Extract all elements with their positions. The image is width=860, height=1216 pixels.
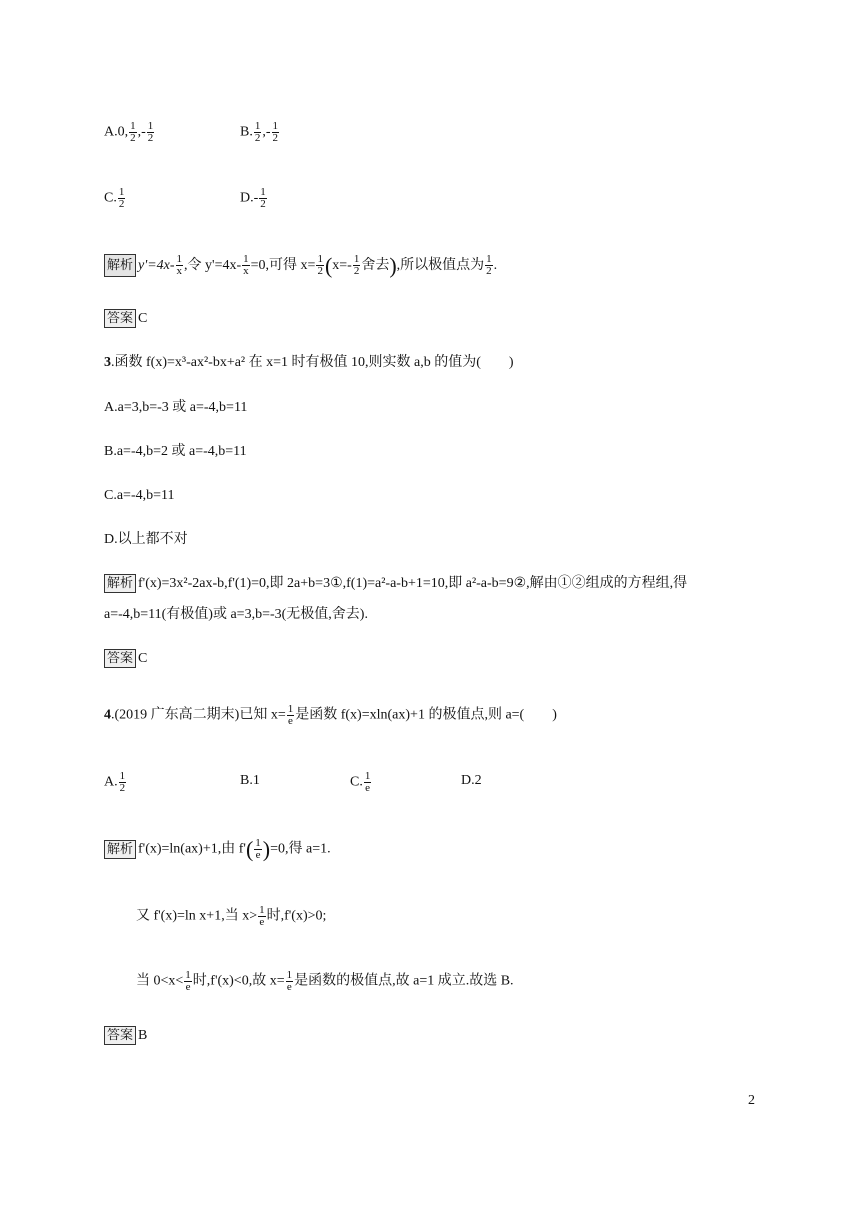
denominator: x bbox=[243, 265, 249, 278]
analysis-text: y'=4x- bbox=[138, 258, 175, 273]
q2-option-d bbox=[240, 187, 268, 210]
option-label: C. bbox=[104, 190, 117, 206]
denominator: e bbox=[286, 981, 292, 993]
analysis-text: f'(x)=ln(ax)+1,由 f' bbox=[138, 841, 246, 857]
analysis-tag: 解析 bbox=[104, 574, 136, 593]
fraction bbox=[272, 121, 280, 144]
denominator: e bbox=[288, 715, 293, 727]
numerator: 1 bbox=[317, 253, 323, 266]
q4-answer bbox=[104, 1026, 147, 1046]
q3-analysis-line2: a=-4,b=11(有极值)或 a=3,b=-3(无极值,舍去). bbox=[104, 607, 368, 622]
analysis-text: =0,得 a=1. bbox=[270, 841, 331, 857]
q4-analysis-line1 bbox=[104, 838, 331, 861]
numerator: 1 bbox=[486, 253, 492, 266]
option-label: C. bbox=[350, 774, 363, 790]
fraction bbox=[118, 187, 126, 210]
denominator: e bbox=[259, 916, 265, 928]
denominator: 2 bbox=[317, 265, 323, 278]
fraction bbox=[184, 970, 192, 993]
numerator: 1 bbox=[272, 120, 279, 132]
numerator: 1 bbox=[260, 186, 266, 198]
question-text: .(2019 广东高二期末)已知 x= bbox=[111, 707, 286, 723]
q4-option-b bbox=[240, 771, 260, 791]
numerator: 1 bbox=[287, 703, 294, 715]
fraction bbox=[353, 254, 361, 277]
left-paren: ( bbox=[245, 836, 254, 862]
option-label: D.- bbox=[240, 190, 259, 206]
right-paren: ) bbox=[262, 836, 271, 862]
fraction bbox=[485, 254, 493, 277]
option-label: A. bbox=[104, 774, 118, 790]
denominator: 2 bbox=[118, 198, 125, 210]
q3-analysis-line1 bbox=[104, 574, 687, 594]
fraction bbox=[129, 121, 137, 144]
numerator: 1 bbox=[286, 969, 293, 981]
denominator: e bbox=[365, 782, 371, 794]
denominator: 2 bbox=[486, 265, 492, 278]
separator: ,- bbox=[137, 124, 146, 140]
q4-stem bbox=[104, 704, 557, 727]
numerator: 1 bbox=[176, 253, 183, 266]
analysis-text: x=- bbox=[332, 258, 352, 273]
answer-value: B bbox=[138, 1028, 148, 1043]
fraction bbox=[287, 704, 295, 727]
analysis-text: =0,可得 x= bbox=[250, 258, 316, 273]
numerator: 1 bbox=[255, 837, 261, 849]
numerator: 1 bbox=[254, 120, 261, 132]
analysis-text: 舍去 bbox=[361, 258, 390, 273]
denominator: e bbox=[185, 981, 191, 993]
q4-option-a bbox=[104, 771, 127, 794]
denominator: x bbox=[176, 265, 183, 278]
numerator: 1 bbox=[130, 120, 136, 132]
option-label: A.0, bbox=[104, 124, 129, 140]
left-paren: ( bbox=[324, 252, 333, 278]
denominator: 2 bbox=[147, 132, 154, 144]
answer-tag: 答案 bbox=[104, 649, 136, 668]
denominator: 2 bbox=[272, 132, 279, 144]
q3-option-b: B.a=-4,b=2 或 a=-4,b=11 bbox=[104, 444, 247, 459]
fraction bbox=[119, 771, 127, 794]
q3-option-d: D.以上都不对 bbox=[104, 532, 188, 547]
q4-option-d bbox=[461, 771, 482, 791]
answer-value: C bbox=[138, 651, 148, 666]
analysis-tag: 解析 bbox=[104, 840, 136, 859]
q4-analysis-line3 bbox=[136, 970, 514, 993]
q2-option-b bbox=[240, 121, 280, 144]
analysis-text: 又 f'(x)=ln x+1,当 x> bbox=[136, 908, 258, 924]
fraction bbox=[259, 187, 267, 210]
q3-option-c: C.a=-4,b=11 bbox=[104, 488, 175, 503]
analysis-text: ,所以极值点为 bbox=[396, 258, 485, 273]
analysis-text: . bbox=[493, 258, 498, 273]
analysis-text: 是函数的极值点,故 a=1 成立.故选 B. bbox=[294, 973, 514, 989]
q3-answer bbox=[104, 649, 147, 669]
q4-analysis-line2 bbox=[136, 905, 326, 928]
analysis-text: 时,f'(x)>0; bbox=[266, 908, 327, 924]
question-number: 3 bbox=[104, 355, 111, 370]
q2-answer bbox=[104, 309, 147, 329]
fraction bbox=[286, 970, 294, 993]
fraction bbox=[258, 905, 266, 928]
question-number: 4 bbox=[104, 707, 111, 723]
right-paren: ) bbox=[389, 252, 397, 278]
numerator: 1 bbox=[243, 253, 249, 266]
numerator: 1 bbox=[185, 969, 191, 981]
analysis-text: 时,f'(x)<0,故 x= bbox=[192, 973, 285, 989]
analysis-tag: 解析 bbox=[104, 254, 136, 277]
question-text: .函数 f(x)=x³-ax²-bx+a² 在 x=1 时有极值 10,则实数 a,b 的值为( ) bbox=[111, 355, 514, 370]
analysis-text: f'(x)=3x²-2ax-b,f'(1)=0,即 2a+b=3①,f(1)=a²-a-b+1=10,即 a²-a-b=9②,解由①②组成的方程组,得 bbox=[138, 576, 688, 591]
fraction bbox=[254, 838, 262, 861]
q3-stem bbox=[104, 353, 514, 373]
analysis-text: ,令 y'=4x- bbox=[184, 258, 242, 273]
option-label: D.2 bbox=[461, 773, 482, 788]
fraction bbox=[242, 254, 250, 277]
analysis-text: 当 0<x< bbox=[136, 973, 184, 989]
numerator: 1 bbox=[147, 120, 154, 132]
fraction bbox=[364, 771, 372, 794]
denominator: 2 bbox=[119, 782, 126, 794]
numerator: 1 bbox=[118, 186, 125, 198]
denominator: e bbox=[255, 849, 261, 861]
q4-option-c bbox=[350, 771, 372, 794]
q3-option-a: A.a=3,b=-3 或 a=-4,b=11 bbox=[104, 400, 248, 415]
denominator: 2 bbox=[130, 132, 136, 144]
numerator: 1 bbox=[259, 904, 265, 916]
denominator: 2 bbox=[353, 265, 360, 278]
numerator: 1 bbox=[353, 253, 360, 266]
denominator: 2 bbox=[260, 198, 266, 210]
fraction bbox=[254, 121, 262, 144]
q2-option-c bbox=[104, 187, 126, 210]
fraction bbox=[176, 254, 184, 277]
answer-value: C bbox=[138, 311, 148, 326]
fraction bbox=[147, 121, 155, 144]
fraction bbox=[316, 254, 324, 277]
q2-option-a bbox=[104, 121, 155, 144]
numerator: 1 bbox=[364, 770, 371, 782]
numerator: 1 bbox=[119, 770, 126, 782]
option-label: B.1 bbox=[240, 773, 260, 788]
option-label: B. bbox=[240, 124, 253, 140]
q2-analysis bbox=[104, 254, 497, 277]
separator: ,- bbox=[262, 124, 271, 140]
answer-tag: 答案 bbox=[104, 1026, 136, 1045]
question-text: 是函数 f(x)=xln(ax)+1 的极值点,则 a=( ) bbox=[295, 707, 557, 723]
denominator: 2 bbox=[254, 132, 261, 144]
page-number: 2 bbox=[748, 1093, 755, 1108]
answer-tag: 答案 bbox=[104, 309, 136, 328]
